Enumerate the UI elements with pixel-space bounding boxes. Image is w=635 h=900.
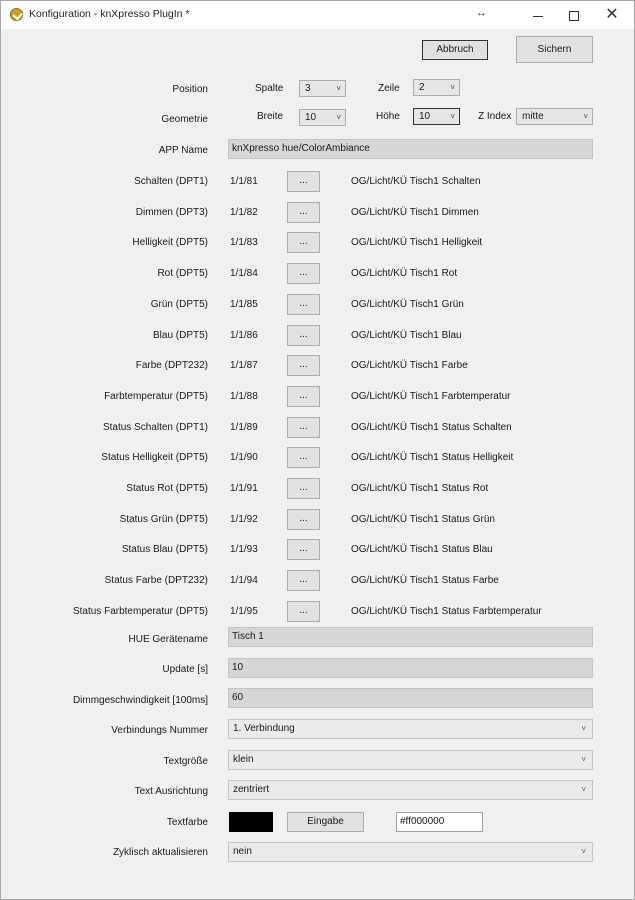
app-icon [10, 8, 23, 21]
row-label: Zeile [378, 83, 400, 94]
dpt-row-label: Blau (DPT5) [152, 330, 208, 341]
position-label: Position [172, 84, 208, 95]
group-address: 1/1/87 [230, 360, 258, 371]
column-select-value: 3 [305, 83, 311, 94]
text-align-label: Text Ausrichtung [134, 786, 208, 797]
update-label: Update [s] [162, 664, 208, 675]
text-size-label: Textgröße [163, 756, 208, 767]
group-address-description: OG/Licht/KÜ Tisch1 Status Schalten [351, 422, 512, 433]
column-select[interactable] [299, 80, 346, 97]
dpt-row-label: Status Rot (DPT5) [126, 483, 208, 494]
group-address: 1/1/83 [230, 237, 258, 248]
group-address-description: OG/Licht/KÜ Tisch1 Status Grün [351, 514, 495, 525]
zindex-select[interactable] [516, 108, 593, 125]
minimize-button[interactable] [521, 1, 555, 29]
browse-address-button[interactable]: ... [287, 325, 320, 346]
dpt-row-label: Grün (DPT5) [150, 299, 208, 310]
dim-speed-field[interactable]: 60 [228, 688, 593, 708]
group-address-description: OG/Licht/KÜ Tisch1 Helligkeit [351, 237, 483, 248]
row-select[interactable] [413, 79, 460, 96]
connection-label: Verbindungs Nummer [111, 725, 208, 736]
resize-arrows-icon: ↔ [476, 7, 487, 19]
group-address: 1/1/90 [230, 452, 258, 463]
browse-address-button[interactable]: ... [287, 478, 320, 499]
chevron-down-icon: ˅ [581, 724, 586, 733]
title-bar[interactable] [1, 1, 634, 29]
chevron-down-icon: ˅ [583, 112, 588, 121]
width-select-value: 10 [305, 112, 317, 123]
text-align-select-value: zentriert [233, 784, 270, 795]
browse-address-button[interactable]: ... [287, 539, 320, 560]
dpt-row-label: Schalten (DPT1) [134, 176, 208, 187]
cancel-button[interactable]: Abbruch [422, 40, 488, 60]
minimize-icon [533, 16, 543, 17]
app-name-label: APP Name [158, 145, 208, 156]
dpt-row-label: Dimmen (DPT3) [135, 207, 208, 218]
dpt-row-label: Status Schalten (DPT1) [102, 422, 208, 433]
update-field[interactable]: 10 [228, 658, 593, 678]
dpt-row-label: Status Helligkeit (DPT5) [101, 452, 208, 463]
column-label: Spalte [255, 83, 284, 94]
text-size-select[interactable] [228, 750, 593, 770]
row-select-value: 2 [419, 82, 425, 93]
group-address: 1/1/94 [230, 575, 258, 586]
browse-address-button[interactable]: ... [287, 417, 320, 438]
browse-address-button[interactable]: ... [287, 263, 320, 284]
group-address-description: OG/Licht/KÜ Tisch1 Schalten [351, 176, 481, 187]
group-address-description: OG/Licht/KÜ Tisch1 Status Farbtemperatur [351, 606, 542, 617]
browse-address-button[interactable]: ... [287, 386, 320, 407]
browse-address-button[interactable]: ... [287, 601, 320, 622]
chevron-down-icon: ˅ [336, 113, 341, 122]
text-color-label: Textfarbe [166, 817, 208, 828]
group-address-description: OG/Licht/KÜ Tisch1 Farbe [351, 360, 468, 371]
maximize-button[interactable] [557, 1, 591, 29]
dpt-row-label: Rot (DPT5) [157, 268, 208, 279]
group-address: 1/1/92 [230, 514, 258, 525]
group-address: 1/1/89 [230, 422, 258, 433]
browse-address-button[interactable]: ... [287, 570, 320, 591]
dpt-row-label: Helligkeit (DPT5) [132, 237, 208, 248]
group-address-description: OG/Licht/KÜ Tisch1 Rot [351, 268, 458, 279]
group-address: 1/1/93 [230, 544, 258, 555]
chevron-down-icon: ˅ [450, 112, 455, 121]
chevron-down-icon: ˅ [581, 755, 586, 764]
dpt-row-label: Farbe (DPT232) [135, 360, 208, 371]
dpt-row-label: Status Grün (DPT5) [119, 514, 208, 525]
group-address-description: OG/Licht/KÜ Tisch1 Status Helligkeit [351, 452, 514, 463]
cyclic-select[interactable] [228, 842, 593, 862]
group-address-description: OG/Licht/KÜ Tisch1 Status Blau [351, 544, 493, 555]
width-label: Breite [257, 111, 284, 122]
text-size-select-value: klein [233, 754, 254, 765]
chevron-down-icon: ˅ [450, 83, 455, 92]
connection-select[interactable] [228, 719, 593, 739]
group-address: 1/1/88 [230, 391, 258, 402]
cyclic-select-value: nein [233, 846, 252, 857]
app-name-field[interactable]: knXpresso hue/ColorAmbiance [228, 139, 593, 159]
cyclic-label: Zyklisch aktualisieren [112, 847, 208, 858]
height-label: Höhe [376, 111, 400, 122]
group-address-description: OG/Licht/KÜ Tisch1 Status Rot [351, 483, 489, 494]
hue-device-label: HUE Gerätename [128, 634, 208, 645]
hex-color-field[interactable]: #ff000000 [396, 812, 483, 832]
text-color-swatch[interactable] [229, 812, 273, 832]
dpt-row-label: Status Farbe (DPT232) [104, 575, 208, 586]
zindex-select-value: mitte [522, 111, 544, 122]
text-align-select[interactable] [228, 780, 593, 800]
dpt-row-label: Farbtemperatur (DPT5) [104, 391, 208, 402]
maximize-icon [569, 11, 579, 21]
browse-address-button[interactable]: ... [287, 202, 320, 223]
group-address-description: OG/Licht/KÜ Tisch1 Status Farbe [351, 575, 499, 586]
height-select[interactable] [413, 108, 460, 125]
zindex-label: Z Index [478, 111, 512, 122]
hue-device-field[interactable]: Tisch 1 [228, 627, 593, 647]
width-select[interactable] [299, 109, 346, 126]
group-address: 1/1/82 [230, 207, 258, 218]
browse-address-button[interactable]: ... [287, 447, 320, 468]
chevron-down-icon: ˅ [581, 847, 586, 856]
group-address-description: OG/Licht/KÜ Tisch1 Grün [351, 299, 464, 310]
group-address: 1/1/85 [230, 299, 258, 310]
group-address: 1/1/95 [230, 606, 258, 617]
save-button[interactable]: Sichern [516, 36, 593, 63]
dpt-row-label: Status Blau (DPT5) [121, 544, 208, 555]
group-address-description: OG/Licht/KÜ Tisch1 Farbtemperatur [351, 391, 511, 402]
browse-address-button[interactable]: ... [287, 355, 320, 376]
group-address: 1/1/91 [230, 483, 258, 494]
dpt-row-label: Status Farbtemperatur (DPT5) [72, 606, 208, 617]
window-title: Konfiguration - knXpresso PlugIn * [29, 8, 190, 20]
chevron-down-icon: ˅ [336, 84, 341, 93]
group-address-description: OG/Licht/KÜ Tisch1 Blau [351, 330, 462, 341]
group-address: 1/1/84 [230, 268, 258, 279]
color-input-button[interactable]: Eingabe [287, 812, 364, 832]
chevron-down-icon: ˅ [581, 785, 586, 794]
browse-address-button[interactable]: ... [287, 509, 320, 530]
close-button[interactable]: ✕ [605, 6, 619, 23]
browse-address-button[interactable]: ... [287, 294, 320, 315]
connection-select-value: 1. Verbindung [233, 723, 295, 734]
group-address: 1/1/86 [230, 330, 258, 341]
group-address-description: OG/Licht/KÜ Tisch1 Dimmen [351, 207, 479, 218]
group-address: 1/1/81 [230, 176, 258, 187]
geometry-label: Geometrie [161, 114, 208, 125]
height-select-value: 10 [419, 111, 431, 122]
browse-address-button[interactable]: ... [287, 171, 320, 192]
browse-address-button[interactable]: ... [287, 232, 320, 253]
dim-speed-label: Dimmgeschwindigkeit [100ms] [72, 695, 208, 706]
